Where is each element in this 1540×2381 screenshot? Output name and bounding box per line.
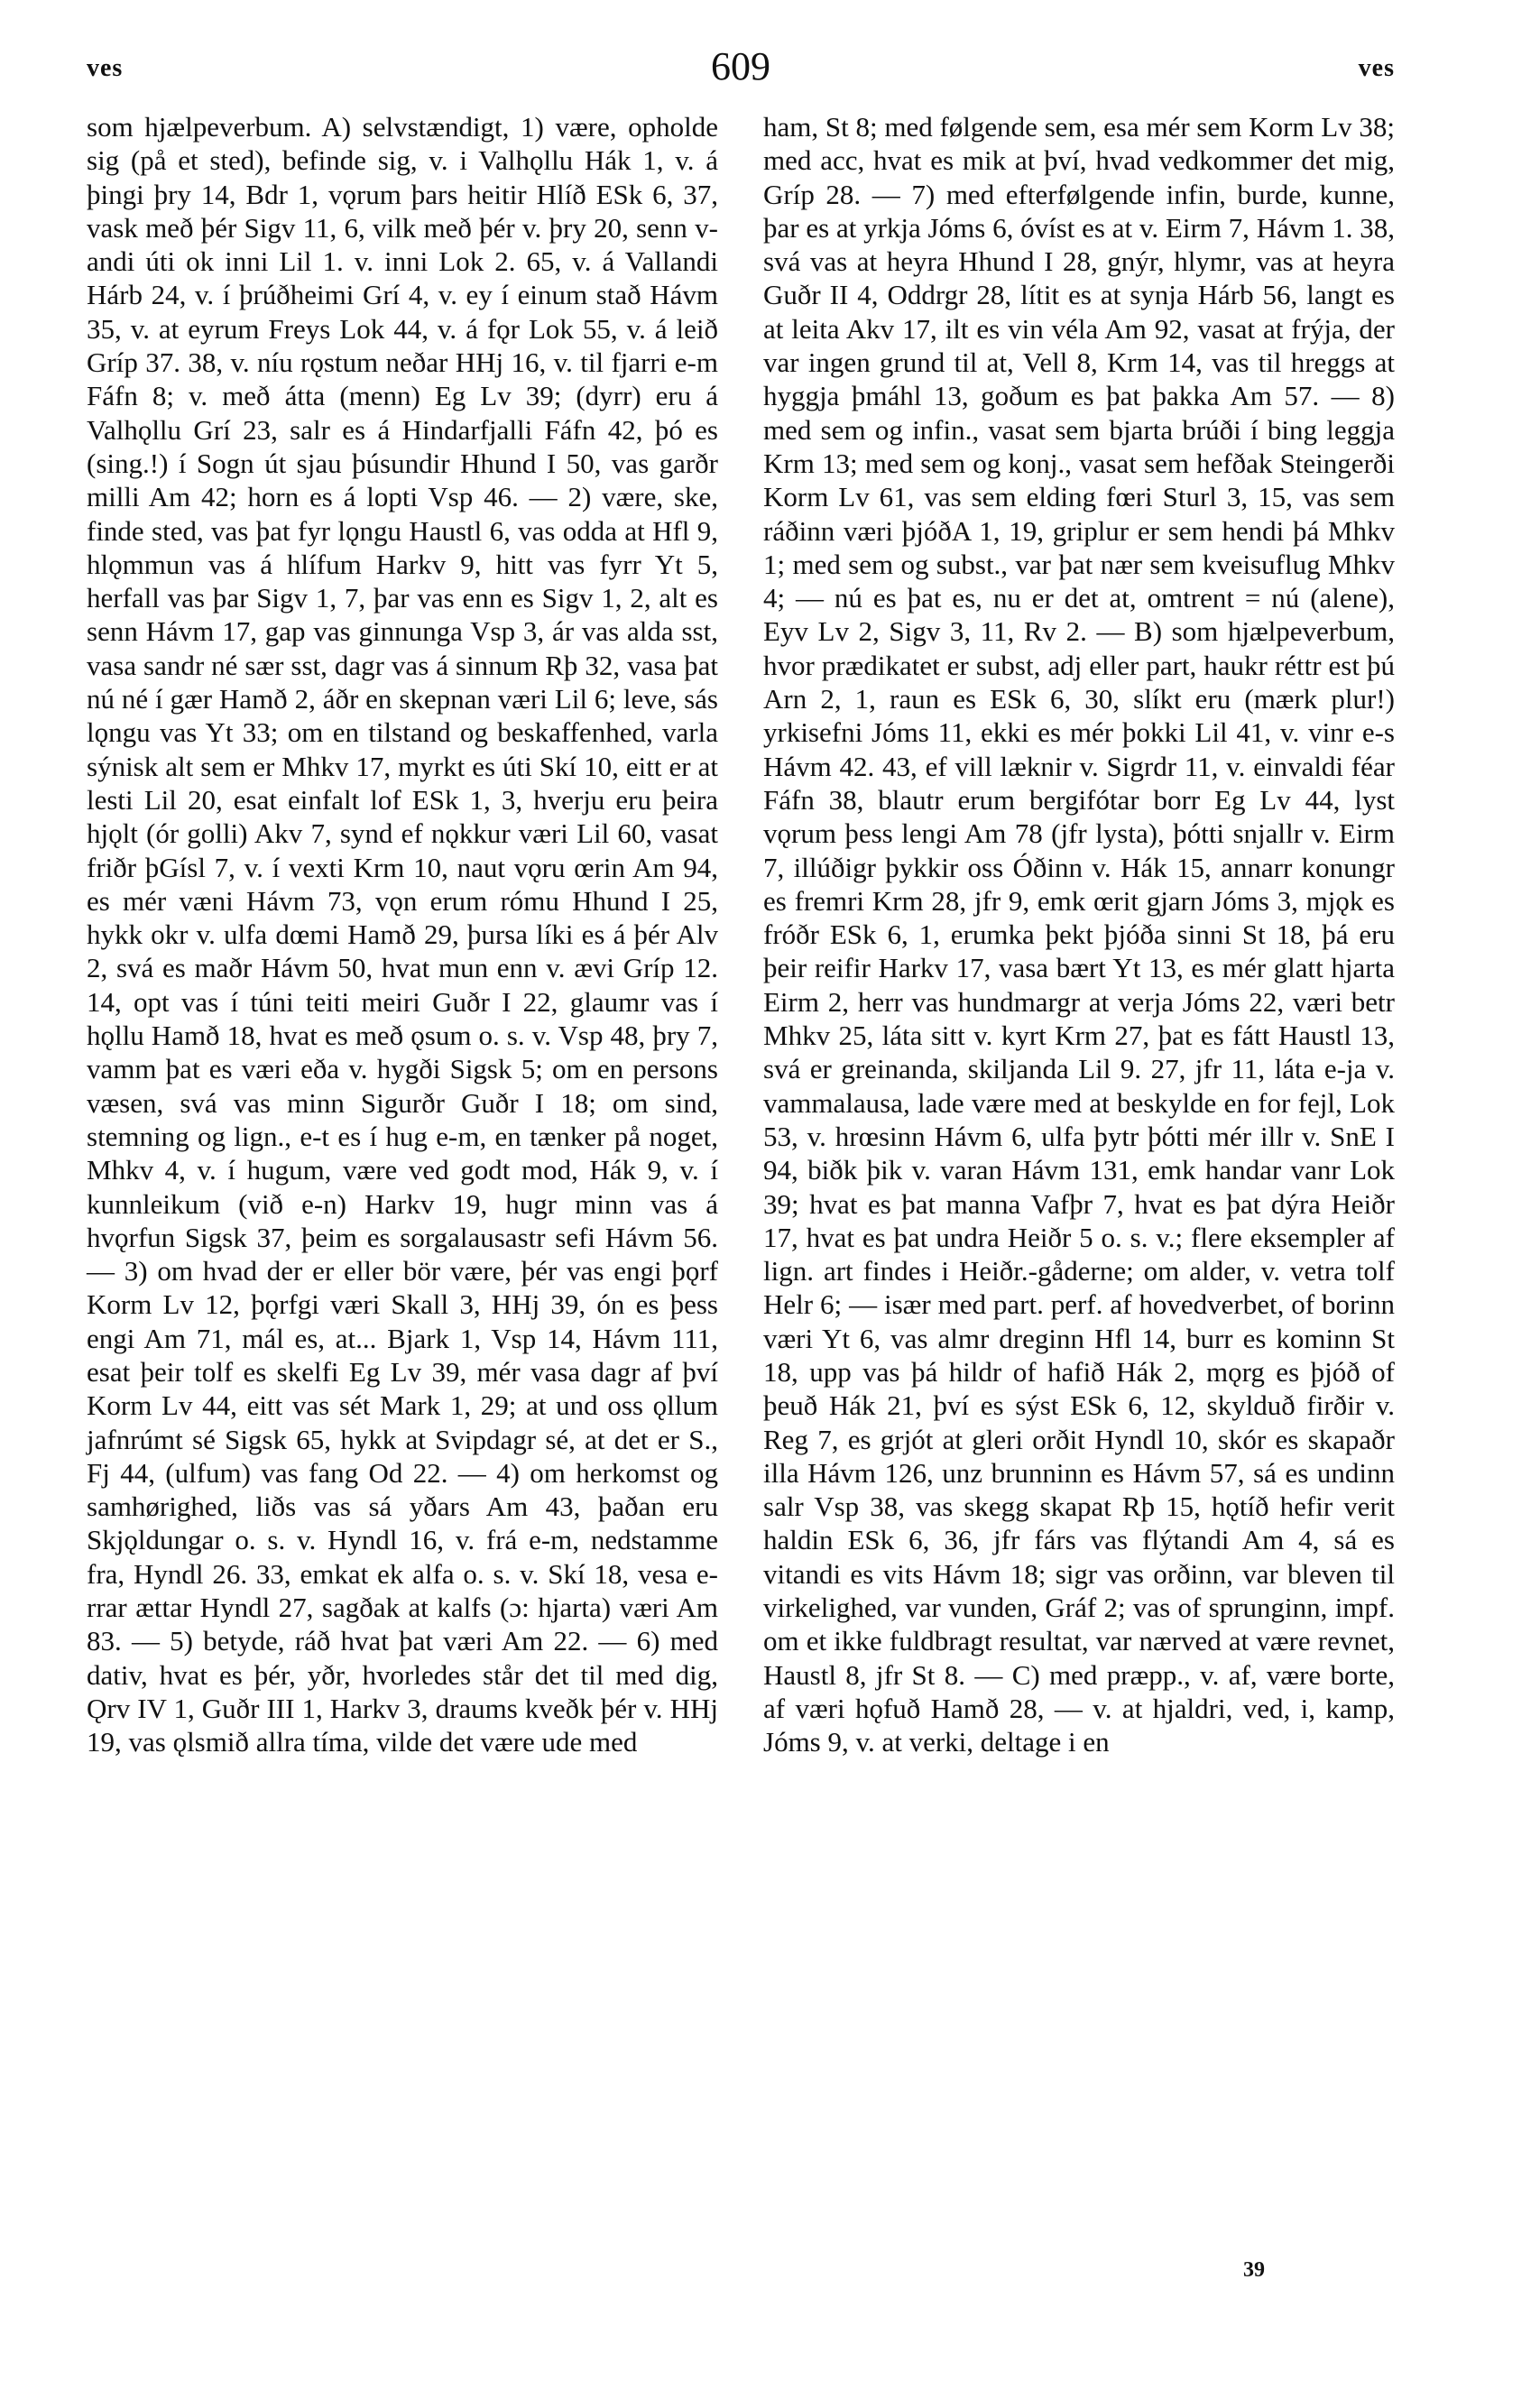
text-column-right — [763, 110, 1395, 1759]
running-head-left: ves — [87, 54, 124, 82]
column-text-right: ham, St 8; med følgende sem, esa mér sem Korm Lv 38; med acc, hvat es mik at því, hvad vedkommer det mig, Gríp 28. — 7) med efterfølgende infin, burde, kunne, þar es at yrkja Jóms 6, óvíst es at v. Eirm 7, Hávm 1. 38, svá vas at heyra Hhund I 28, gnýr, hlymr, vas at heyra Guðr II 4, Oddrgr 28, lítit es at synja Hárb 56, langt es at leita Akv 17, ilt es vin véla Am 92, vasat at frýja, der var ingen grund til at, Vell 8, Krm 14, vas til hreggs at hyggja þmáhl 13, goðum es þat þakka Am 57. — 8) med sem og infin., vasat sem bjarta brúði í bing leggja Krm 13; med sem og konj., vasat sem hefðak Steingerði Korm Lv 61, vas sem elding fœri Sturl 3, 15, vas sem ráðinn væri þjóðA 1, 19, griplur er sem hendi þá Mhkv 1; med sem og subst., var þat nær sem kveisuflug Mhkv 4; — nú es þat es, nu er det at, omtrent = nú (alene), Eyv Lv 2, Sigv 3, 11, Rv 2. — B) som hjælpeverbum, hvor prædikatet er subst, adj eller part, haukr réttr est þú Arn 2, 1, raun es ESk 6, 30, slíkt eru (mærk plur!) yrkisefni Jóms 11, ekki es mér þokki Lil 41, v. vinr e-s Hávm 42. 43, ef vill læknir v. Sigrdr 11, v. einvaldi féar Fáfn 38, blautr erum bergifótar borr Eg Lv 44, lyst vǫrum þess lengi Am 78 (jfr lysta), þótti snjallr v. Eirm 7, illúðigr þykkir oss Óðinn v. Hák 15, annarr konungr es fremri Krm 28, jfr 9, emk œrit gjarn Jóms 3, mjǫk es fróðr ESk 6, 1, erumka þekt þjóða sinni St 18, þá eru þeir reifir Harkv 17, vasa bært Yt 13, es mér glatt hjarta Eirm 2, herr vas hundmargr at verja Jóms 22, væri betr Mhkv 25, láta sitt v. kyrt Krm 27, þat es fátt Haustl 13, svá er greinanda, skiljanda Lil 9. 27, jfr 11, láta e-ja v. vammalausa, lade være med at beskylde en for fejl, Lok 53, v. hrœsinn Hávm 6, ulfa þytr þótti mér illr v. SnE I 94, biðk þik v. varan Hávm 131, emk handar vanr Lok 39; hvat es þat manna Vafþr 7, hvat es þat dýra Heiðr 17, hvat es þat undra Heiðr 5 o. s. v.; flere eksempler af lign. art findes i Heiðr.-gåderne; om alder, v. vetra tolf Helr 6; — især med part. perf. af hovedverbet, of borinn væri Yt 6, vas almr dreginn Hfl 14, burr es kominn St 18, upp vas þá hildr of hafið Hák 2, mǫrg es þjóð of þeuð Hák 21, því es sýst ESk 6, 12, skylduð firðir v. Reg 7, es grjót at gleri orðit Hyndl 10, skór es skapaðr illa Hávm 126, unz brunninn es Hávm 57, sá es undinn salr Vsp 38, vas skegg skapat Rþ 15, hǫtíð hefir verit haldin ESk 6, 36, jfr fárs vas flýtandi Am 4, sá es vitandi es vits Hávm 18; sigr vas orðinn, var bleven til virkelighed, var vunden, Gráf 2; vas of sprunginn, impf. om et ikke fuldbragt resultat, var nærved at være revnet, Haustl 8, jfr St 8. — C) med præpp., v. af, være borte, af væri hǫfuð Hamð 28, — v. at hjaldri, ved, i, kamp, Jóms 9, v. at verki, deltage i en — [763, 111, 1395, 1758]
running-head-right: ves — [1358, 54, 1395, 82]
page-header — [87, 43, 1395, 97]
column-text-left: som hjælpeverbum. A) selvstændigt, 1) være, opholde sig (på et sted), befinde sig, v. i Valhǫllu Hák 1, v. á þingi þry 14, Bdr 1, vǫrum þars heitir Hlíð ESk 6, 37, vask með þér Sigv 11, 6, vilk með þér v. þry 20, senn v-andi úti ok inni Lil 1. v. inni Lok 2. 65, v. á Vallandi Hárb 24, v. í þrúðheimi Grí 4, v. ey í einum stað Hávm 35, v. at eyrum Freys Lok 44, v. á fǫr Lok 55, v. á leið Gríp 37. 38, v. níu rǫstum neðar HHj 16, v. til fjarri e-m Fáfn 8; v. með átta (menn) Eg Lv 39; (dyrr) eru á Valhǫllu Grí 23, salr es á Hindarfjalli Fáfn 42, þó es (sing.!) í Sogn út sjau þúsundir Hhund I 50, vas garðr milli Am 42; horn es á lopti Vsp 46. — 2) være, ske, finde sted, vas þat fyr lǫngu Haustl 6, vas odda at Hfl 9, hlǫmmun vas á hlífum Harkv 9, hitt vas fyrr Yt 5, herfall vas þar Sigv 1, 7, þar vas enn es Sigv 1, 2, alt es senn Hávm 17, gap vas ginnunga Vsp 3, ár vas alda sst, vasa sandr né sær sst, dagr vas á sinnum Rþ 32, vasa þat nú né í gær Hamð 2, áðr en skepnan væri Lil 6; leve, sás lǫngu vas Yt 33; om en tilstand og beskaffenhed, varla sýnisk alt sem er Mhkv 17, myrkt es úti Skí 10, eitt er at lesti Lil 20, esat einfalt lof ESk 1, 3, hverju eru þeira hjǫlt (ór golli) Akv 7, synd ef nǫkkur væri Lil 60, vasat friðr þGísl 7, v. í vexti Krm 10, naut vǫru œrin Am 94, es mér væni Hávm 73, vǫn erum rómu Hhund I 25, hykk okr v. ulfa dœmi Hamð 29, þursa líki es á þér Alv 2, svá es maðr Hávm 50, hvat mun enn v. ævi Gríp 12. 14, opt vas í túni teiti meiri Guðr I 22, glaumr vas í hǫllu Hamð 18, hvat es með ǫsum o. s. v. Vsp 48, þry 7, vamm þat es væri eða v. hygði Sigsk 5; om en persons væsen, svá vas minn Sigurðr Guðr I 18; om sind, stemning og lign., e-t es í hug e-m, en tænker på noget, Mhkv 4, v. í hugum, være ved godt mod, Hák 9, v. í kunnleikum (við e-n) Harkv 19, hugr minn vas á hvǫrfun Sigsk 37, þeim es sorgalausastr sefi Hávm 56. — 3) om hvad der er eller bör være, þér vas engi þǫrf Korm Lv 12, þǫrfgi væri Skall 3, HHj 39, ón es þess engi Am 71, mál es, at... Bjark 1, Vsp 14, Hávm 111, esat þeir tolf es skelfi Eg Lv 39, mér vasa dagr af því Korm Lv 44, eitt vas sét Mark 1, 29; at und oss ǫllum jafnrúmt sé Sigsk 65, hykk at Svipdagr sé, at det er S., Fj 44, (ulfum) vas fang Od 22. — 4) om herkomst og samhørighed, liðs vas sá yðars Am 43, þaðan eru Skjǫldungar o. s. v. Hyndl 16, v. frá e-m, nedstamme fra, Hyndl 26. 33, emkat ek alfa o. s. v. Skí 18, vesa e-rrar ættar Hyndl 27, sagðak at kalfs (ɔ: hjarta) væri Am 83. — 5) betyde, ráð hvat þat væri Am 22. — 6) med dativ, hvat es þér, yðr, hvorledes står det til med dig, Ǫrv IV 1, Guðr III 1, Harkv 3, draums kveðk þér v. HHj 19, vas ǫlsmið allra tíma, vilde det være ude med — [87, 111, 718, 1758]
text-column-left — [87, 110, 718, 1759]
page-number: 609 — [711, 44, 770, 88]
signature-mark: 39 — [1243, 2258, 1265, 2282]
